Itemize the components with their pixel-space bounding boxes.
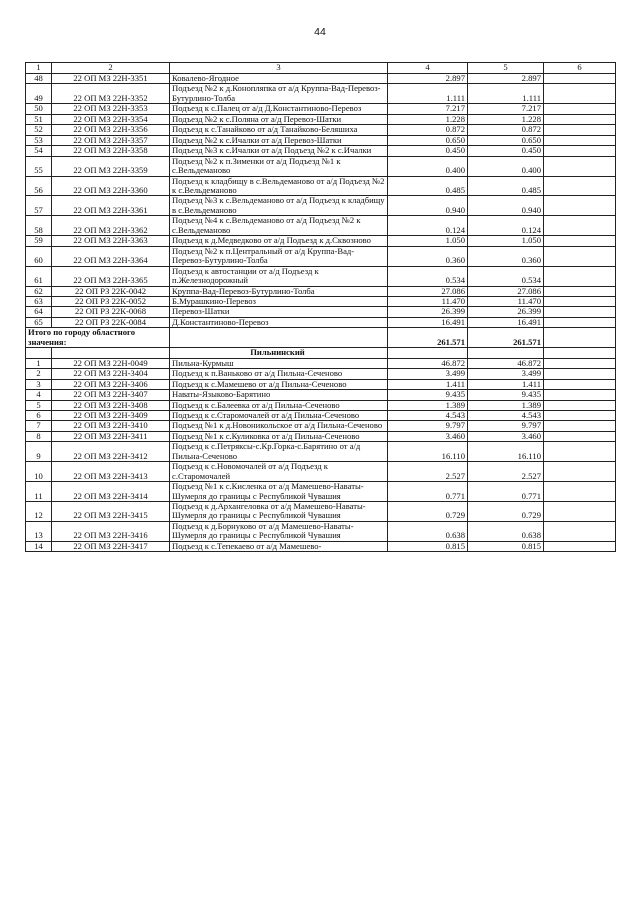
road-code: 22 ОП МЗ 22Н-3358 <box>52 146 170 156</box>
road-name: Круппа-Вад-Перевоз-Бутурлино-Толба <box>170 286 388 296</box>
row-number: 48 <box>26 74 52 84</box>
note <box>544 236 616 246</box>
table-row <box>26 176 616 196</box>
length-col4: 3.499 <box>388 369 468 379</box>
header-cell: 4 <box>388 63 468 74</box>
road-name: Подъезд №2 к д.Конопляпка от а/д Круппа-Вад-Перевоз-Бутурлино-Толба <box>170 84 388 104</box>
note <box>544 462 616 482</box>
length-col5: 1.111 <box>468 84 544 104</box>
length-col5: 9.435 <box>468 390 544 400</box>
note <box>544 421 616 431</box>
road-code: 22 ОП РЗ 22К-0068 <box>52 307 170 317</box>
road-code: 22 ОП МЗ 22Н-3412 <box>52 442 170 462</box>
table-row <box>26 156 616 176</box>
table-row <box>26 400 616 410</box>
row-number: 14 <box>26 541 52 551</box>
row-number: 4 <box>26 390 52 400</box>
note <box>544 502 616 522</box>
length-col5: 1.050 <box>468 236 544 246</box>
note <box>544 442 616 462</box>
road-code: 22 ОП РЗ 22К-0052 <box>52 296 170 306</box>
row-number: 49 <box>26 84 52 104</box>
road-code: 22 ОП МЗ 22Н-3359 <box>52 156 170 176</box>
table-row <box>26 196 616 216</box>
note <box>544 369 616 379</box>
table-row <box>26 104 616 114</box>
length-col5: 0.450 <box>468 146 544 156</box>
length-col4: 0.124 <box>388 216 468 236</box>
road-name: Подъезд к с.Старомочалей от а/д Пильна-Сеченово <box>170 410 388 420</box>
total-value-col4: 261.571 <box>388 328 468 348</box>
road-code: 22 ОП МЗ 22Н-3352 <box>52 84 170 104</box>
length-col5: 0.124 <box>468 216 544 236</box>
road-name: Подъезд №1 к с.Кисленка от а/д Мамешево-Наваты-Шумерля до границы с Республикой Чувашия <box>170 482 388 502</box>
row-number: 3 <box>26 379 52 389</box>
note <box>544 379 616 389</box>
table-row <box>26 146 616 156</box>
note <box>544 521 616 541</box>
road-register-table <box>25 62 616 552</box>
length-col4: 0.534 <box>388 266 468 286</box>
length-col5: 0.815 <box>468 541 544 551</box>
length-col5: 0.940 <box>468 196 544 216</box>
row-number: 10 <box>26 462 52 482</box>
table-row <box>26 369 616 379</box>
table-row <box>26 114 616 124</box>
row-number: 8 <box>26 431 52 441</box>
road-name: Подъезд к с.Петряксы-с.Кр.Горка-с.Барятино от а/д Пильна-Сеченово <box>170 442 388 462</box>
header-cell: 5 <box>468 63 544 74</box>
rows-second-section <box>26 358 616 552</box>
header-cell: 1 <box>26 63 52 74</box>
table-row <box>26 74 616 84</box>
row-number: 6 <box>26 410 52 420</box>
length-col4: 0.638 <box>388 521 468 541</box>
road-code: 22 ОП МЗ 22Н-3417 <box>52 541 170 551</box>
row-number: 55 <box>26 156 52 176</box>
road-code: 22 ОП МЗ 22Н-3351 <box>52 74 170 84</box>
note <box>544 307 616 317</box>
length-col4: 26.399 <box>388 307 468 317</box>
road-name: Подъезд к с.Тепекаево от а/д Мамешево- <box>170 541 388 551</box>
note <box>544 246 616 266</box>
table-row <box>26 135 616 145</box>
length-col4: 0.485 <box>388 176 468 196</box>
road-code: 22 ОП РЗ 22К-0084 <box>52 317 170 327</box>
length-col4: 0.650 <box>388 135 468 145</box>
table-row <box>26 442 616 462</box>
length-col5: 3.499 <box>468 369 544 379</box>
road-name: Подъезд к д.Архангеловка от а/д Мамешево-Наваты-Шумерля до границы с Республикой Чувашия <box>170 502 388 522</box>
length-col5: 0.534 <box>468 266 544 286</box>
row-number: 58 <box>26 216 52 236</box>
row-number: 11 <box>26 482 52 502</box>
road-name: Б.Мурашкино-Перевоз <box>170 296 388 306</box>
row-number: 61 <box>26 266 52 286</box>
row-number: 57 <box>26 196 52 216</box>
note <box>544 114 616 124</box>
road-code: 22 ОП МЗ 22Н-3364 <box>52 246 170 266</box>
note <box>544 216 616 236</box>
total-value-col5: 261.571 <box>468 328 544 348</box>
note <box>544 296 616 306</box>
table-row <box>26 390 616 400</box>
road-code: 22 ОП МЗ 22Н-3415 <box>52 502 170 522</box>
table-row <box>26 521 616 541</box>
row-number: 54 <box>26 146 52 156</box>
total-label: Итого по городу областного значения: <box>26 328 170 348</box>
row-number: 51 <box>26 114 52 124</box>
table-row <box>26 541 616 551</box>
length-col5: 0.485 <box>468 176 544 196</box>
table-row <box>26 296 616 306</box>
length-col4: 11.470 <box>388 296 468 306</box>
road-name: Подъезд №1 к с.Куликовка от а/д Пильна-Сеченово <box>170 431 388 441</box>
length-col5: 2.897 <box>468 74 544 84</box>
table-row <box>26 84 616 104</box>
table-row <box>26 421 616 431</box>
table-row <box>26 266 616 286</box>
length-col5: 0.729 <box>468 502 544 522</box>
road-name: Перевоз-Шатки <box>170 307 388 317</box>
road-name: Подъезд №2 к п.Зименки от а/д Подъезд №1 к с.Вельдеманово <box>170 156 388 176</box>
length-col4: 3.460 <box>388 431 468 441</box>
table-row <box>26 216 616 236</box>
length-col4: 2.897 <box>388 74 468 84</box>
road-code: 22 ОП МЗ 22Н-3354 <box>52 114 170 124</box>
length-col5: 0.638 <box>468 521 544 541</box>
road-name: Подъезд к с.Балеевка от а/д Пильна-Сеченово <box>170 400 388 410</box>
row-number: 56 <box>26 176 52 196</box>
length-col4: 0.815 <box>388 541 468 551</box>
table-row <box>26 125 616 135</box>
note <box>544 84 616 104</box>
length-col4: 0.872 <box>388 125 468 135</box>
road-code: 22 ОП МЗ 22Н-3404 <box>52 369 170 379</box>
road-code: 22 ОП МЗ 22Н-3408 <box>52 400 170 410</box>
note <box>544 410 616 420</box>
road-code: 22 ОП МЗ 22Н-3353 <box>52 104 170 114</box>
table-row <box>26 358 616 368</box>
table-row <box>26 236 616 246</box>
road-code: 22 ОП МЗ 22Н-3406 <box>52 379 170 389</box>
length-col4: 27.086 <box>388 286 468 296</box>
road-name: Подъезд к автостанции от а/д Подъезд к п.Железнодорожный <box>170 266 388 286</box>
road-name: Подъезд к кладбищу в с.Вельдеманово от а/д Подъезд №2 к с.Вельдеманово <box>170 176 388 196</box>
length-col5: 1.389 <box>468 400 544 410</box>
header-cell: 2 <box>52 63 170 74</box>
table-row <box>26 410 616 420</box>
length-col4: 0.450 <box>388 146 468 156</box>
road-code: 22 ОП МЗ 22Н-3407 <box>52 390 170 400</box>
road-name: Подъезд к с.Палец от а/д Д.Константиново-Перевоз <box>170 104 388 114</box>
road-code: 22 ОП МЗ 22Н-3411 <box>52 431 170 441</box>
length-col5: 16.491 <box>468 317 544 327</box>
road-code: 22 ОП МЗ 22Н-3416 <box>52 521 170 541</box>
length-col4: 16.491 <box>388 317 468 327</box>
total-row <box>26 328 616 348</box>
row-number: 65 <box>26 317 52 327</box>
note <box>544 266 616 286</box>
road-name: Подъезд №3 к с.Ичалки от а/д Подъезд №2 к с.Ичалки <box>170 146 388 156</box>
note <box>544 146 616 156</box>
table-row <box>26 317 616 327</box>
row-number: 12 <box>26 502 52 522</box>
road-name: Подъезд №2 к с.Поляна от а/д Перевоз-Шатки <box>170 114 388 124</box>
length-col4: 0.940 <box>388 196 468 216</box>
road-name: Наваты-Языково-Барятино <box>170 390 388 400</box>
length-col4: 46.872 <box>388 358 468 368</box>
length-col4: 1.389 <box>388 400 468 410</box>
road-name: Подъезд к с.Танайково от а/д Танайково-Беляшиха <box>170 125 388 135</box>
length-col4: 2.527 <box>388 462 468 482</box>
note <box>544 431 616 441</box>
length-col4: 0.729 <box>388 502 468 522</box>
length-col5: 1.411 <box>468 379 544 389</box>
length-col4: 1.050 <box>388 236 468 246</box>
length-col4: 1.111 <box>388 84 468 104</box>
road-code: 22 ОП МЗ 22Н-3365 <box>52 266 170 286</box>
total-section <box>26 328 616 358</box>
note <box>544 317 616 327</box>
length-col5: 16.110 <box>468 442 544 462</box>
note <box>544 400 616 410</box>
length-col4: 9.797 <box>388 421 468 431</box>
table-row <box>26 502 616 522</box>
header-row <box>26 63 616 74</box>
road-code: 22 ОП МЗ 22Н-3410 <box>52 421 170 431</box>
table-row <box>26 482 616 502</box>
length-col4: 1.411 <box>388 379 468 389</box>
table-row <box>26 431 616 441</box>
length-col5: 9.797 <box>468 421 544 431</box>
note <box>544 125 616 135</box>
road-name: Подъезд к д.Борнуково от а/д Мамешево-Наваты-Шумерля до границы с Республикой Чувашия <box>170 521 388 541</box>
road-code: 22 ОП МЗ 22Н-3361 <box>52 196 170 216</box>
row-number: 53 <box>26 135 52 145</box>
road-name: Ковалево-Ягодное <box>170 74 388 84</box>
rows-first-section <box>26 74 616 328</box>
road-code: 22 ОП МЗ 22Н-3413 <box>52 462 170 482</box>
road-name: Подъезд №3 к с.Вельдеманово от а/д Подъезд к кладбищу в с.Вельдеманово <box>170 196 388 216</box>
note <box>544 196 616 216</box>
header-cell: 6 <box>544 63 616 74</box>
note <box>544 104 616 114</box>
road-name: Подъезд к п.Ваньково от а/д Пильна-Сеченово <box>170 369 388 379</box>
length-col5: 26.399 <box>468 307 544 317</box>
table-row <box>26 286 616 296</box>
road-name: Пильна-Курмыш <box>170 358 388 368</box>
road-name: Подъезд к с.Новомочалей от а/д Подъезд к с.Старомочалей <box>170 462 388 482</box>
road-code: 22 ОП МЗ 22Н-3357 <box>52 135 170 145</box>
road-name: Подъезд №2 к с.Ичалки от а/д Перевоз-Шатки <box>170 135 388 145</box>
road-name: Подъезд №1 к д.Новоникольское от а/д Пильна-Сеченово <box>170 421 388 431</box>
length-col5: 0.400 <box>468 156 544 176</box>
row-number: 59 <box>26 236 52 246</box>
length-col5: 0.872 <box>468 125 544 135</box>
row-number: 62 <box>26 286 52 296</box>
road-code: 22 ОП МЗ 22Н-0049 <box>52 358 170 368</box>
row-number: 64 <box>26 307 52 317</box>
length-col5: 4.543 <box>468 410 544 420</box>
road-code: 22 ОП МЗ 22Н-3363 <box>52 236 170 246</box>
table-row <box>26 462 616 482</box>
note <box>544 176 616 196</box>
length-col5: 46.872 <box>468 358 544 368</box>
note <box>544 135 616 145</box>
section-header-row <box>26 348 616 358</box>
length-col5: 1.228 <box>468 114 544 124</box>
note <box>544 286 616 296</box>
length-col5: 0.360 <box>468 246 544 266</box>
length-col5: 7.217 <box>468 104 544 114</box>
road-name: Д.Константиново-Перевоз <box>170 317 388 327</box>
note <box>544 390 616 400</box>
length-col4: 1.228 <box>388 114 468 124</box>
length-col5: 3.460 <box>468 431 544 441</box>
row-number: 63 <box>26 296 52 306</box>
length-col4: 7.217 <box>388 104 468 114</box>
section-title: Пильнинский <box>170 348 388 358</box>
note <box>544 541 616 551</box>
length-col4: 0.400 <box>388 156 468 176</box>
table-row <box>26 307 616 317</box>
length-col4: 0.771 <box>388 482 468 502</box>
row-number: 9 <box>26 442 52 462</box>
note <box>544 358 616 368</box>
road-code: 22 ОП МЗ 22Н-3360 <box>52 176 170 196</box>
note <box>544 74 616 84</box>
row-number: 50 <box>26 104 52 114</box>
road-name: Подъезд №4 к с.Вельдеманово от а/д Подъезд №2 к с.Вельдеманово <box>170 216 388 236</box>
road-code: 22 ОП МЗ 22Н-3362 <box>52 216 170 236</box>
length-col5: 11.470 <box>468 296 544 306</box>
table-row <box>26 379 616 389</box>
row-number: 1 <box>26 358 52 368</box>
note <box>544 156 616 176</box>
row-number: 2 <box>26 369 52 379</box>
length-col5: 0.771 <box>468 482 544 502</box>
length-col5: 0.650 <box>468 135 544 145</box>
row-number: 13 <box>26 521 52 541</box>
road-name: Подъезд к с.Мамешево от а/д Пильна-Сеченово <box>170 379 388 389</box>
row-number: 60 <box>26 246 52 266</box>
table-row <box>26 246 616 266</box>
road-code: 22 ОП МЗ 22Н-3409 <box>52 410 170 420</box>
length-col5: 2.527 <box>468 462 544 482</box>
length-col4: 4.543 <box>388 410 468 420</box>
page-number: 44 <box>314 26 326 38</box>
length-col4: 16.110 <box>388 442 468 462</box>
road-code: 22 ОП МЗ 22Н-3356 <box>52 125 170 135</box>
header-cell: 3 <box>170 63 388 74</box>
row-number: 52 <box>26 125 52 135</box>
road-name: Подъезд к д.Медведково от а/д Подъезд к д.Сквозново <box>170 236 388 246</box>
length-col4: 0.360 <box>388 246 468 266</box>
road-code: 22 ОП РЗ 22К-0042 <box>52 286 170 296</box>
note <box>544 482 616 502</box>
length-col4: 9.435 <box>388 390 468 400</box>
road-code: 22 ОП МЗ 22Н-3414 <box>52 482 170 502</box>
row-number: 5 <box>26 400 52 410</box>
length-col5: 27.086 <box>468 286 544 296</box>
row-number: 7 <box>26 421 52 431</box>
road-name: Подъезд №2 к п.Центральный от а/д Круппа-Вад-Перевоз-Бутурлино-Толба <box>170 246 388 266</box>
